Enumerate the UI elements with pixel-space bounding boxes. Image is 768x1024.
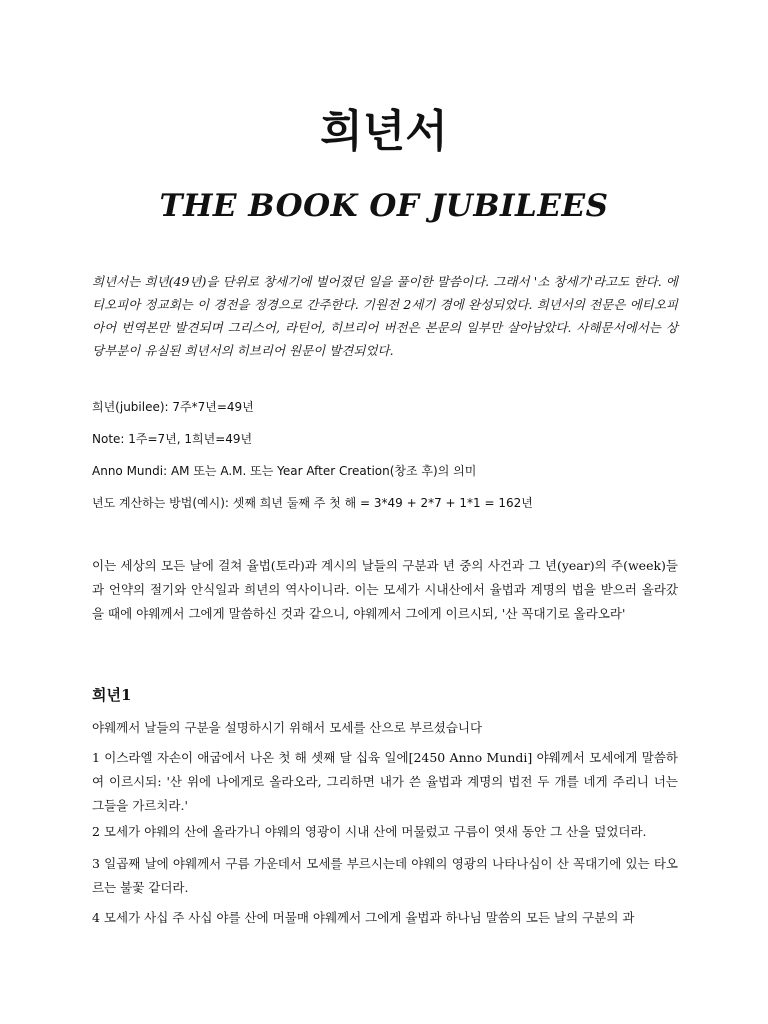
title-korean: 희년서 <box>320 106 448 157</box>
note-week-year: Note: 1주=7년, 1희년=49년 <box>92 432 253 446</box>
note-jubilee-definition: 희년(jubilee): 7주*7년=49년 <box>92 400 254 414</box>
title-english: THE BOOK OF JUBILEES <box>159 188 609 224</box>
note-year-calculation: 년도 계산하는 방법(예시): 셋째 희년 둘째 주 첫 해 = 3*49 + 2*7 + 1*1 = 162년 <box>92 496 533 510</box>
verse-2: 2 모세가 야웨의 산에 올라가니 야웨의 영광이 시내 산에 머물렀고 구름이 엿새 동안 그 산을 덮었더라. <box>92 824 647 839</box>
verse-1: 1 이스라엘 자손이 애굽에서 나온 첫 해 셋째 달 십육 일에[2450 Anno Mundi] 야웨께서 모세에게 말씀하여 이르시되: '산 위에 나에게로 올라오라, 그리하면 내가 쓴 율법과 계명의 법전 두 개를 네게 주리니 너는 그들을 가르치라.' <box>92 750 678 813</box>
verse-4: 4 모세가 사십 주 사십 야를 산에 머물매 야웨께서 그에게 율법과 하나님 말씀의 모든 날의 구분의 과 <box>92 910 635 925</box>
prologue-paragraph: 이는 세상의 모든 날에 걸쳐 율법(토라)과 계시의 날들의 구분과 년 중의 사건과 그 년(year)의 주(week)들과 언약의 절기와 안식일과 희년의 역사이니라. 이는 모세가 시내산에서 율법과 계명의 법을 받으러 올라갔을 때에 야웨께서 그에게 말씀하신 것과 같으니, 야웨께서 그에게 이르시되, '산 꼭대기로 올라오라' <box>92 558 678 621</box>
chapter-subtitle: 야웨께서 날들의 구분을 설명하시기 위해서 모세를 산으로 부르셨습니다 <box>92 720 483 735</box>
chapter-heading: 희년1 <box>92 686 132 704</box>
verse-3: 3 일곱째 날에 야웨께서 구름 가운데서 모세를 부르시는데 야웨의 영광의 나타나심이 산 꼭대기에 있는 타오르는 불꽃 같더라. <box>92 856 678 895</box>
note-anno-mundi: Anno Mundi: AM 또는 A.M. 또는 Year After Creation(창조 후)의 의미 <box>92 464 477 478</box>
intro-paragraph: 희년서는 희년(49년)을 단위로 창세기에 벌어졌던 일을 풀이한 말씀이다. 그래서 '소 창세기'라고도 한다. 에티오피아 정교회는 이 경전을 정경으로 간주한다. 기원전 2세기 경에 완성되었다. 희년서의 전문은 에티오피아어 번역본만 발견되며 그리스어, 라틴어, 히브리어 버전은 본문의 일부만 살아남았다. 사해문서에서는 상당부분이 유실된 희년서의 히브리어 원문이 발견되었다. <box>92 274 678 358</box>
